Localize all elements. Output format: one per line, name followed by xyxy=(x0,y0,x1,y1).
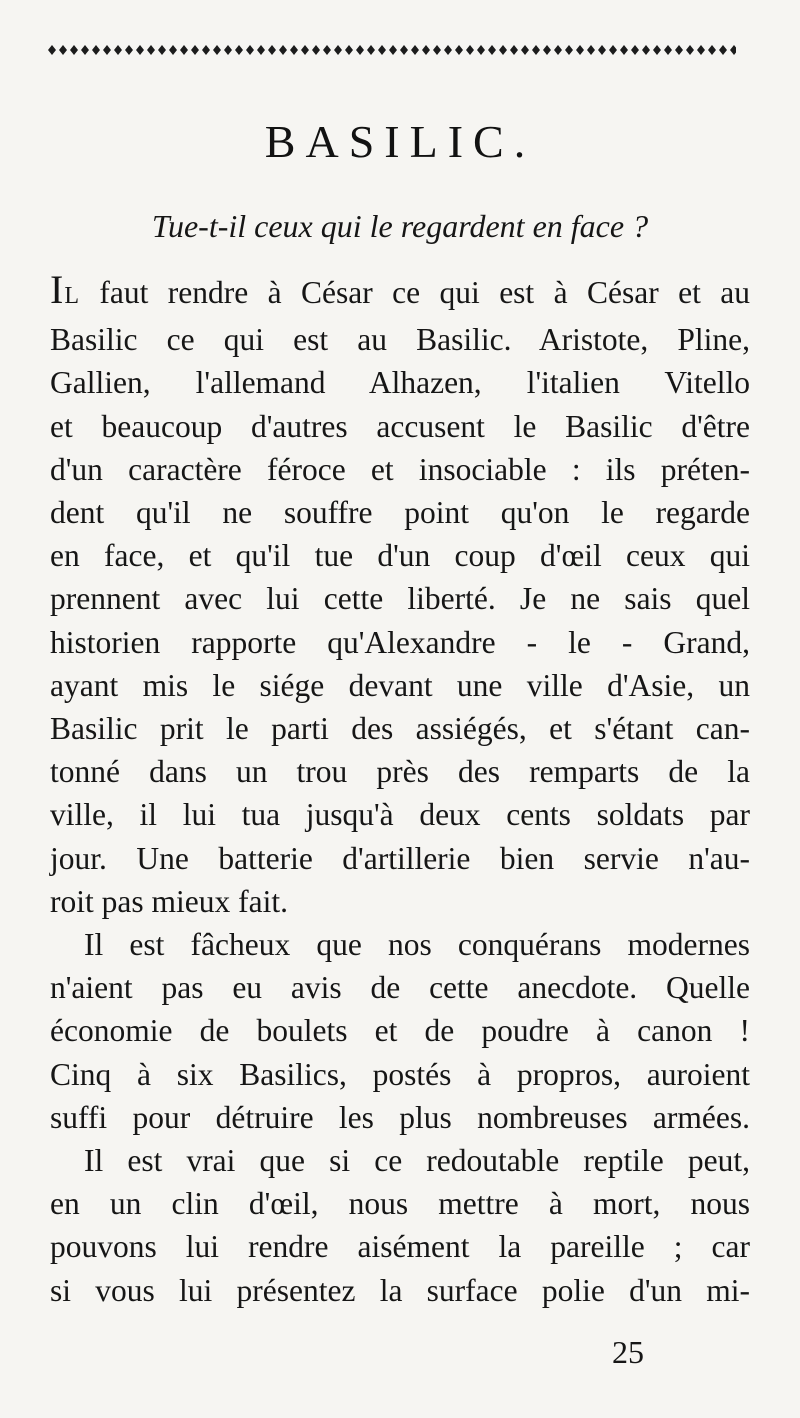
text-line: Basilic prit le parti des assiégés, et s'étant can- xyxy=(50,711,750,747)
ornament-mark xyxy=(70,45,78,55)
text-line: ville, il lui tua jusqu'à deux cents soldats par xyxy=(50,797,750,833)
ornament-mark xyxy=(202,45,210,55)
ornament-mark xyxy=(532,45,540,55)
ornament-mark xyxy=(92,45,100,55)
text-line: n'aient pas eu avis de cette anecdote. Quelle xyxy=(50,970,750,1006)
ornament-mark xyxy=(400,45,408,55)
ornament-mark xyxy=(301,45,309,55)
ornament-mark xyxy=(312,45,320,55)
ornament-mark xyxy=(543,45,551,55)
ornament-mark xyxy=(455,45,463,55)
ornament-mark xyxy=(48,45,56,55)
ornament-mark xyxy=(367,45,375,55)
small-cap: L xyxy=(64,283,80,309)
ornament-mark xyxy=(477,45,485,55)
ornament-mark xyxy=(169,45,177,55)
ornament-mark xyxy=(642,45,650,55)
text-line: jour. Une batterie d'artillerie bien servie n'au- xyxy=(50,840,750,876)
text-line: économie de boulets et de poudre à canon ! xyxy=(50,1013,750,1049)
body-text xyxy=(50,268,750,1312)
ornament-mark xyxy=(235,45,243,55)
ornament-mark xyxy=(213,45,221,55)
ornament-mark xyxy=(323,45,331,55)
ornament-mark xyxy=(180,45,188,55)
ornament-mark xyxy=(345,45,353,55)
ornament-mark xyxy=(620,45,628,55)
paragraph-3 xyxy=(50,1139,750,1312)
ornament-mark xyxy=(499,45,507,55)
text-line: Il est vrai que si ce redoutable reptile peut, xyxy=(84,1143,750,1179)
ornament-mark xyxy=(268,45,276,55)
text-line: Il est fâcheux que nos conquérans modernes xyxy=(84,927,750,963)
ornament-mark xyxy=(444,45,452,55)
ornament-mark xyxy=(136,45,144,55)
ornament-mark xyxy=(598,45,606,55)
text-line: en face, et qu'il tue d'un coup d'œil ceux qui xyxy=(50,538,750,574)
ornament-mark xyxy=(356,45,364,55)
ornament-mark xyxy=(675,45,683,55)
ornament-mark xyxy=(686,45,694,55)
ornament-rule xyxy=(46,40,736,60)
ornament-mark xyxy=(576,45,584,55)
show-through-text xyxy=(560,78,568,112)
ornament-mark xyxy=(466,45,474,55)
ornament-mark xyxy=(125,45,133,55)
ornament-mark xyxy=(290,45,298,55)
text-line: pouvons lui rendre aisément la pareille ; car xyxy=(50,1229,750,1265)
page-number: 25 xyxy=(612,1334,644,1370)
ornament-mark xyxy=(103,45,111,55)
subtitle-question: Tue-t-il ceux qui le regardent en face ? xyxy=(151,208,649,244)
text-line: dent qu'il ne souffre point qu'on le regarde xyxy=(50,495,750,531)
ornament-mark xyxy=(521,45,529,55)
text-line: Gallien, l'allemand Alhazen, l'italien Vitello xyxy=(50,365,750,401)
text-line: suffi pour détruire les plus nombreuses armées. xyxy=(50,1099,750,1135)
paragraph-2 xyxy=(50,923,750,1139)
ornament-mark xyxy=(653,45,661,55)
ornament-mark xyxy=(224,45,232,55)
ornament-mark xyxy=(433,45,441,55)
ornament-mark xyxy=(114,45,122,55)
ornament-mark xyxy=(81,45,89,55)
ornament-mark xyxy=(191,45,199,55)
ornament-mark xyxy=(158,45,166,55)
ornament-mark xyxy=(334,45,342,55)
text-line: prennent avec lui cette liberté. Je ne sais quel xyxy=(50,581,750,617)
ornament-mark xyxy=(279,45,287,55)
ornament-mark xyxy=(147,45,155,55)
text-line: Basilic ce qui est au Basilic. Aristote, Pline, xyxy=(50,322,750,358)
text-line: ayant mis le siége devant une ville d'Asie, un xyxy=(50,667,750,703)
text-line: Cinq à six Basilics, postés à propros, auroient xyxy=(50,1056,750,1092)
text-line: en un clin d'œil, nous mettre à mort, nous xyxy=(50,1186,750,1222)
ornament-mark xyxy=(708,45,716,55)
text-line: tonné dans un trou près des remparts de la xyxy=(50,754,750,790)
page-title: BASILIC. xyxy=(264,116,536,167)
paragraph-1 xyxy=(50,268,750,923)
ornament-mark xyxy=(422,45,430,55)
ornament-mark xyxy=(378,45,386,55)
ornament-mark xyxy=(565,45,573,55)
drop-cap: I xyxy=(50,267,65,312)
ornament-mark xyxy=(246,45,254,55)
ornament-mark xyxy=(719,45,727,55)
text-line: si vous lui présentez la surface polie d'un mi- xyxy=(50,1272,750,1308)
text-line: d'un caractère féroce et insociable : ils préten- xyxy=(50,451,750,487)
ornament-mark xyxy=(411,45,419,55)
ornament-mark xyxy=(389,45,397,55)
ornament-mark xyxy=(488,45,496,55)
ornament-mark xyxy=(59,45,67,55)
ornament-mark xyxy=(510,45,518,55)
ornament-mark xyxy=(631,45,639,55)
text-line: roit pas mieux fait. xyxy=(50,883,288,919)
ornament-mark xyxy=(587,45,595,55)
ornament-mark xyxy=(609,45,617,55)
ornament-mark xyxy=(257,45,265,55)
ornament-mark xyxy=(697,45,705,55)
ornament-mark xyxy=(554,45,562,55)
ornament-mark xyxy=(730,45,736,55)
ornament-mark xyxy=(664,45,672,55)
text-line: et beaucoup d'autres accusent le Basilic d'être xyxy=(50,408,750,444)
text-line: historien rapporte qu'Alexandre - le - Grand, xyxy=(50,624,750,660)
text-line: IL faut rendre à César ce qui est à César et au xyxy=(50,267,750,312)
